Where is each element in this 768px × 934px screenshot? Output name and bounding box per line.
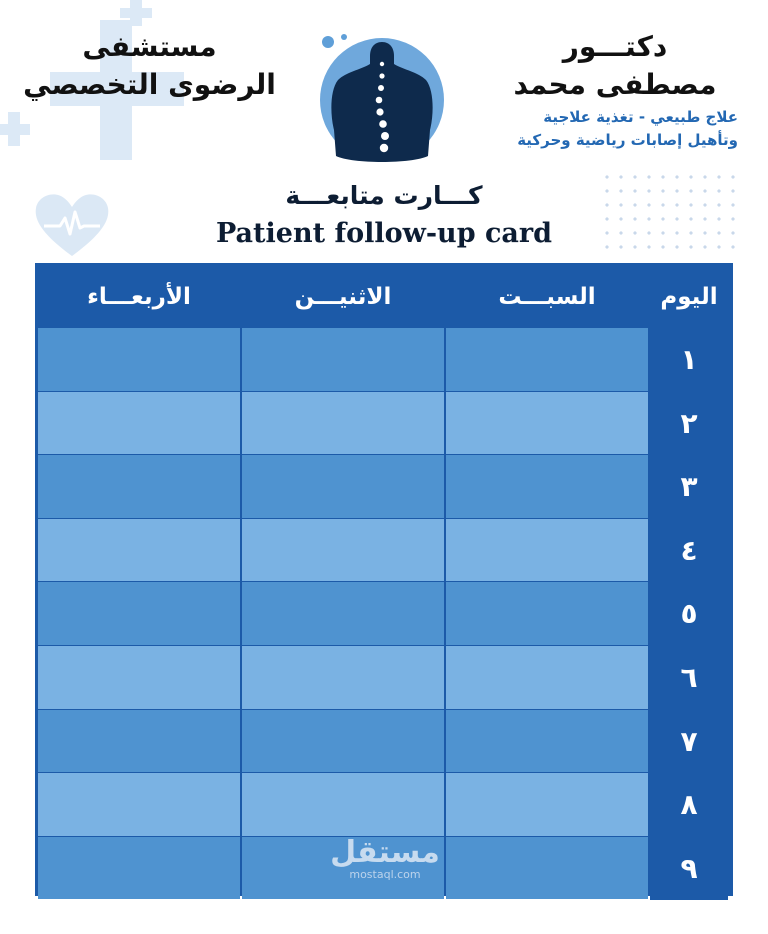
table-cell[interactable] — [38, 710, 240, 773]
doctor-specialty — [468, 106, 738, 152]
table-cell[interactable] — [446, 392, 648, 455]
table-cell[interactable] — [446, 773, 648, 836]
header-wednesday: الأربعـــاء — [38, 267, 240, 328]
plus-cross-icon — [0, 124, 30, 135]
table-cell[interactable] — [446, 582, 648, 645]
row-number: ١ — [650, 328, 728, 392]
table-cell[interactable] — [242, 773, 444, 836]
table-cell[interactable] — [38, 837, 240, 900]
table-cell[interactable] — [38, 455, 240, 518]
heart-pulse-icon — [32, 190, 112, 260]
table-cell[interactable] — [38, 582, 240, 645]
table-cell[interactable] — [446, 519, 648, 582]
doctor-name — [480, 28, 750, 104]
header-saturday: السبـــت — [446, 267, 648, 328]
table-cell[interactable] — [242, 392, 444, 455]
table-cell[interactable] — [242, 328, 444, 391]
table-cell[interactable] — [242, 582, 444, 645]
watermark-arabic: مستقل — [330, 835, 440, 870]
hospital-line1: مستشفى — [82, 30, 217, 63]
dot-grid-pattern — [600, 170, 740, 250]
table-cell[interactable] — [242, 646, 444, 709]
spine-back-icon — [316, 34, 448, 166]
hospital-line2: الرضوى التخصصي — [23, 68, 276, 101]
doctor-fullname: مصطفى محمد — [513, 68, 717, 101]
table-cell[interactable] — [38, 773, 240, 836]
table-cell[interactable] — [242, 710, 444, 773]
table-cell[interactable] — [242, 519, 444, 582]
row-number: ٢ — [650, 392, 728, 456]
row-number: ٩ — [650, 837, 728, 901]
table-cell[interactable] — [446, 646, 648, 709]
row-number: ٨ — [650, 773, 728, 837]
table-cell[interactable] — [242, 455, 444, 518]
table-cell[interactable] — [446, 837, 648, 900]
table-cell[interactable] — [38, 392, 240, 455]
specialty-line1: علاج طبيعي - تغذية علاجية — [543, 108, 738, 126]
card-title-english: Patient follow-up card — [215, 218, 553, 249]
table-cell[interactable] — [446, 328, 648, 391]
plus-cross-icon — [120, 8, 152, 18]
row-number: ٧ — [650, 710, 728, 774]
table-cell[interactable] — [38, 646, 240, 709]
table-cell[interactable] — [38, 519, 240, 582]
row-number: ٥ — [650, 582, 728, 646]
row-number: ٤ — [650, 519, 728, 583]
header-day: اليوم — [650, 267, 728, 328]
table-cell[interactable] — [38, 328, 240, 391]
header-monday: الاثنيـــن — [242, 267, 444, 328]
follow-up-table — [35, 263, 733, 896]
table-cell[interactable] — [446, 710, 648, 773]
table-cell[interactable] — [446, 455, 648, 518]
row-number: ٦ — [650, 646, 728, 710]
doctor-title: دكتـــور — [562, 30, 668, 63]
hospital-name — [22, 28, 277, 104]
specialty-line2: وتأهيل إصابات رياضية وحركية — [517, 131, 738, 149]
watermark-url: mostaql.com — [349, 868, 421, 881]
card-title-arabic: كـــارت متابعـــة — [285, 181, 483, 210]
row-number: ٣ — [650, 455, 728, 519]
